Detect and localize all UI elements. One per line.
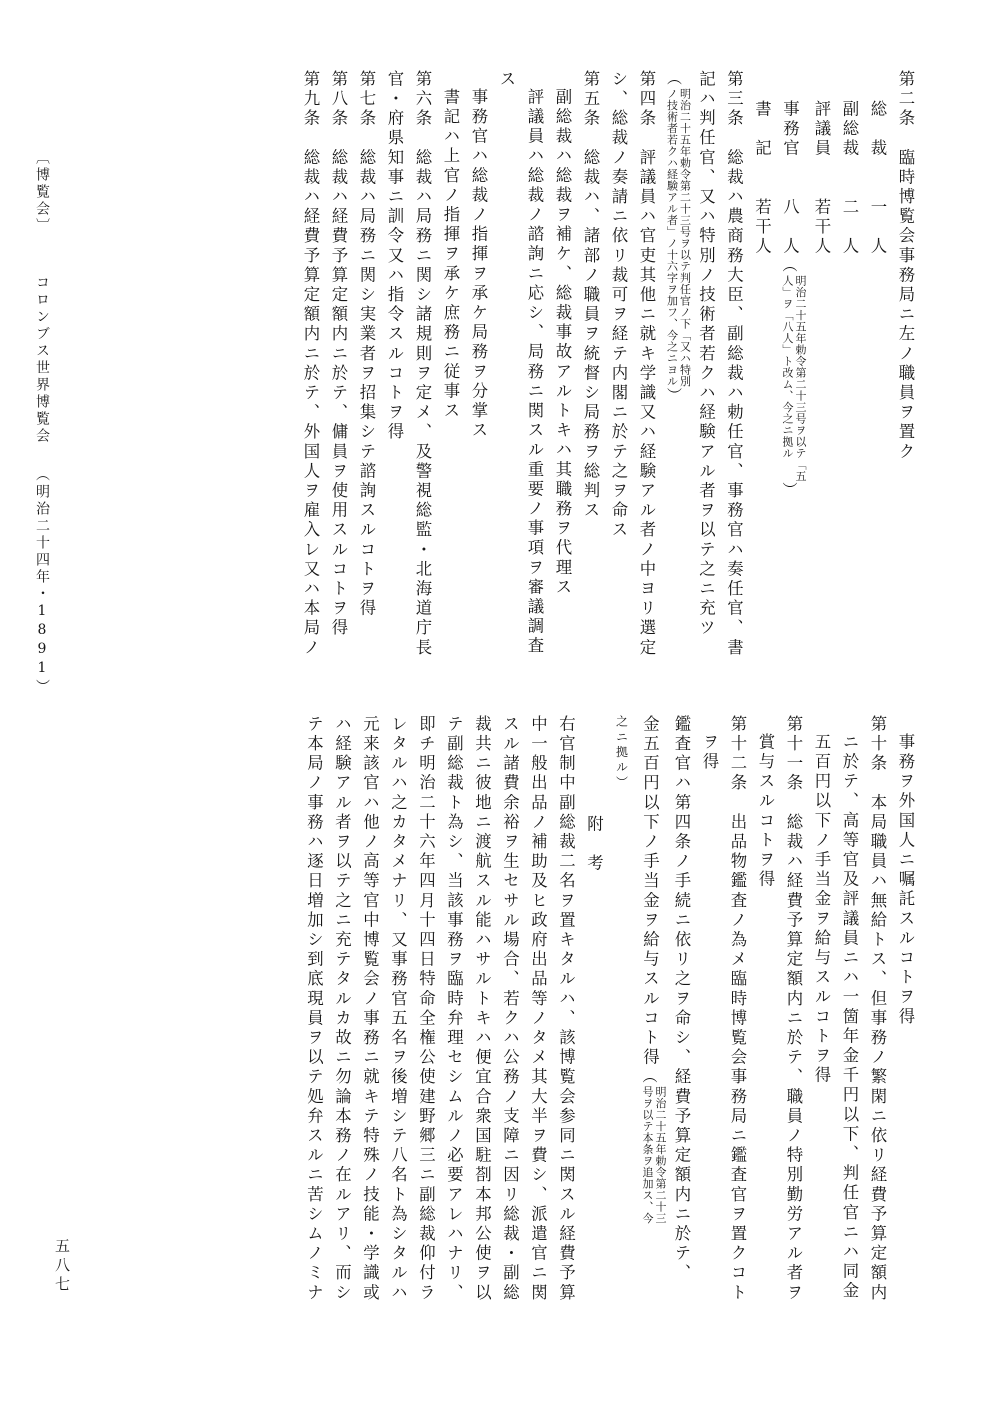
article-8: 第八条 総裁ハ経費予算定額内ニ於テ、傭員ヲ使用スルコトヲ得 — [329, 70, 348, 639]
article-3-note: （ 明治二十五年勅令第二十三号ヲ以テ判任官ノ下「又ハ特別 ノ技術者若クハ経験アル者」ノ十六字ヲ加フ、今之ニヨル ） — [665, 70, 692, 406]
article-7: 第七条 総裁ハ局務ニ関シ実業者ヲ招集シテ諮詢スルコトヲ得 — [357, 70, 376, 619]
running-footer — [32, 150, 52, 696]
article-4-line-1: 第四条 評議員ハ官吏其他ニ就キ学識又ハ経験アル者ノ中ヨリ選定 — [637, 70, 656, 658]
article-10-line-3: 五百円以下ノ手当金ヲ給与スルコトヲ得 — [812, 733, 831, 1086]
appendix-line-10: テ本局ノ事務ハ逐日増加シ到底現員ヲ以テ処弁スルニ苦シムノミナ — [304, 715, 324, 1303]
article-3-line-1: 第三条 総裁ハ農商務大臣、副総裁ハ勅任官、事務官ハ奏任官、書 — [724, 70, 744, 658]
staff-row-secretaries-text: 事務官 八 人 — [780, 100, 800, 257]
article-6-line-1: 第六条 総裁ハ局務ニ関シ諸規則ヲ定メ、及警視総監・北海道庁長 — [413, 70, 432, 658]
appendix-line-7: レタルハ之カタメナリ、又事務官五名ヲ後増シテ八名ト為シタルハ — [388, 715, 408, 1303]
article-4-line-2: シ、総裁ノ奏請ニ依リ裁可ヲ経テ内閣ニ於テ之ヲ命ス — [609, 70, 628, 541]
article-5-line-6: 書記ハ上官ノ指揮ヲ承ケ庶務ニ従事ス — [441, 88, 460, 422]
footer-title: コロンブス世界博覧会 — [34, 275, 50, 445]
article-5-line-5: 事務官ハ総裁ノ指揮ヲ承ケ局務ヲ分掌ス — [469, 88, 488, 441]
article-5-line-1: 第五条 総裁ハ、諸部ノ職員ヲ統督シ局務ヲ総判ス — [581, 70, 600, 521]
article-5-line-4: ス — [497, 70, 516, 90]
appendix-line-3: スル諸費余裕ヲ生セサル場合、若クハ公務ノ支障ニ因リ総裁・副総 — [500, 715, 520, 1303]
article-12-line-5: 之ニ拠ル） — [614, 715, 629, 791]
appendix-line-5: テ副総裁ト為シ、当該事務ヲ臨時弁理セシムルノ必要アレハナリ、 — [444, 715, 464, 1303]
article-3-line-2: 記ハ判任官、又ハ特別ノ技術者若クハ経験アル者ヲ以テ之ニ充ツ — [696, 70, 716, 639]
footer-year: （明治二十四年・1891） — [34, 467, 50, 696]
article-2-heading: 第二条 臨時博覧会事務局ニ左ノ職員ヲ置ク — [896, 70, 915, 462]
page-number: 五八七 — [53, 1238, 71, 1295]
appendix-line-8: 元来該官ハ他ノ高等官中博覧会ノ事務ニ就キテ特殊ノ技能・学識或 — [360, 715, 380, 1303]
lower-text-block — [300, 715, 920, 1325]
article-12-line-4: 金五百円以下ノ手当金ヲ給与スルコト得（ 明治二十五年勅令第二十三 号ヲ以テ本条ヲ追加ス、今 — [640, 715, 667, 1225]
appendix-line-4: 裁共ニ彼地ニ渡航スル能ハサルトキハ便宜合衆国駐剳本邦公使ヲ以 — [472, 715, 492, 1303]
staff-row-president: 総 裁 一 人 — [868, 100, 887, 257]
article-11-line-2: 賞与スルコトヲ得 — [756, 733, 775, 890]
article-12-line-2: ヲ得 — [700, 733, 719, 773]
article-12-line-3: 鑑査官ハ第四条ノ手続ニ依リ之ヲ命シ、経費予算定額内ニ於テ、 — [672, 715, 691, 1284]
staff-row-councilors: 評議員 若干人 — [812, 100, 831, 257]
editorial-note: 明治二十五年勅令第二十三号ヲ以テ「五 人」ヲ「八人」ト改ム、今之ニ拠ル — [781, 275, 807, 483]
appendix-line-1: 右官制中副総裁二名ヲ置キタルハ、該博覧会参同ニ関スル経費予算 — [556, 715, 576, 1303]
editorial-note: 明治二十五年勅令第二十三号ヲ以テ判任官ノ下「又ハ特別 ノ技術者若クハ経験アル者」ノ十六字ヲ加フ、今之ニヨル — [665, 88, 692, 388]
article-5-line-3: 評議員ハ総裁ノ諮詢ニ応シ、局務ニ関スル重要ノ事項ヲ審議調査 — [525, 88, 544, 657]
article-12-line-1: 第十二条 出品物鑑査ノ為メ臨時博覧会事務局ニ鑑査官ヲ置クコト — [728, 715, 747, 1303]
appendix-heading: 附 考 — [584, 815, 604, 874]
article-6-line-2: 官・府県知事ニ訓令又ハ指令スルコトヲ得 — [385, 70, 404, 443]
staff-row-vice-president: 副総裁 二 人 — [840, 100, 859, 257]
article-9-line-2: 事務ヲ外国人ニ嘱託スルコトヲ得 — [896, 733, 915, 1027]
appendix-line-2: 中一般出品ノ補助及ヒ政府出品等ノタメ其大半ヲ費シ、派遣官ニ関 — [528, 715, 548, 1303]
article-10-line-1: 第十条 本局職員ハ無給トス、但事務ノ繁閑ニ依リ経費予算定額内 — [868, 715, 887, 1303]
upper-text-block — [296, 70, 919, 670]
editorial-note: 明治二十五年勅令第二十三 号ヲ以テ本条ヲ追加ス、今 — [641, 1086, 667, 1225]
appendix-line-9: ハ経験アル者ヲ以テ之ニ充テタルカ故ニ勿論本務ノ在ルアリ、而シ — [332, 715, 352, 1303]
appendix-line-6: 即チ明治二十六年四月十四日特命全権公使建野郷三ニ副総裁仰付ラ — [416, 715, 436, 1303]
staff-row-secretaries: 事務官 八 人（ 明治二十五年勅令第二十三号ヲ以テ「五 人」ヲ「八人」ト改ム、今之ニ拠ル ） — [780, 100, 807, 501]
staff-row-clerks: 書 記 若干人 — [752, 100, 772, 257]
footer-category: 〔博覧会〕 — [34, 150, 50, 235]
article-11-line-1: 第十一条 総裁ハ経費予算定額内ニ於テ、職員ノ特別勤労アル者ヲ — [784, 715, 803, 1303]
article-10-line-2: ニ於テ、高等官及評議員ニハ一箇年金千円以下、判任官ニハ同金 — [840, 733, 859, 1302]
article-5-line-2: 副総裁ハ総裁ヲ補ケ、総裁事故アルトキハ其職務ヲ代理ス — [553, 88, 572, 598]
article-9-line-1: 第九条 総裁ハ経費予算定額内ニ於テ、外国人ヲ雇入レ又ハ本局ノ — [301, 70, 320, 658]
